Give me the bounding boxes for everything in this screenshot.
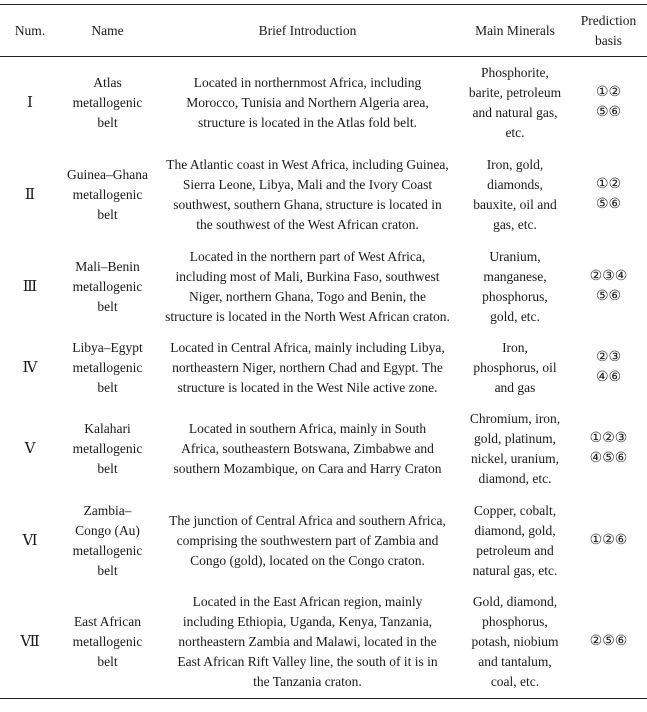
cell-minerals-line: etc. — [505, 124, 525, 140]
cell-basis — [570, 241, 647, 333]
cell-name-line: Kalahari — [84, 420, 131, 436]
cell-name-line: belt — [97, 114, 118, 130]
cell-minerals — [460, 149, 570, 241]
header-basis — [570, 5, 647, 57]
cell-intro-line: Sierra Leone, Libya, Mali and the Ivory Coast — [182, 176, 433, 192]
cell-basis-line: ②⑤⑥ — [589, 634, 628, 650]
cell-name-line: metallogenic — [72, 186, 143, 202]
cell-minerals-line: manganese, — [483, 268, 547, 284]
cell-intro-line: East African Rift Valley line, the south of it is in — [177, 654, 438, 670]
cell-name — [60, 495, 155, 587]
cell-intro-line: structure is located in the Atlas fold belt. — [198, 114, 417, 130]
cell-minerals — [460, 587, 570, 699]
cell-intro — [155, 333, 460, 403]
cell-intro-line: southwest, southern Ghana, structure is located in — [173, 196, 442, 212]
cell-minerals-line: barite, petroleum — [468, 84, 562, 100]
cell-name — [60, 241, 155, 333]
cell-minerals-line: Gold, diamond, — [472, 594, 558, 610]
cell-name — [60, 333, 155, 403]
cell-name-line: metallogenic — [72, 94, 143, 110]
cell-num-line: Ⅰ — [27, 94, 33, 111]
cell-intro — [155, 57, 460, 149]
cell-name-line: Guinea–Ghana — [67, 166, 148, 182]
cell-minerals-line: petroleum and — [476, 542, 554, 558]
cell-basis-line: ②③ — [595, 349, 622, 365]
cell-intro-line: Niger, northern Ghana, Togo and Benin, the — [188, 288, 427, 304]
table-row — [0, 57, 647, 149]
cell-num-line: Ⅶ — [20, 634, 40, 651]
cell-minerals-line: coal, etc. — [490, 674, 540, 690]
cell-num — [0, 587, 60, 699]
cell-num — [0, 57, 60, 149]
cell-num-line: Ⅴ — [24, 440, 36, 457]
cell-minerals-line: diamond, etc. — [478, 470, 552, 486]
cell-name-line: Mali–Benin — [75, 258, 140, 274]
cell-intro-line: comprising the southwestern part of Zambia and — [176, 532, 439, 548]
cell-intro-line: the Tanzania craton. — [253, 674, 362, 690]
table-row — [0, 403, 647, 495]
cell-minerals-line: natural gas, etc. — [472, 562, 558, 578]
cell-minerals-line: potash, niobium — [471, 634, 559, 650]
table-row — [0, 241, 647, 333]
cell-minerals-line: diamond, gold, — [474, 522, 556, 538]
cell-name-line: Zambia– — [83, 502, 132, 518]
cell-name-line: belt — [97, 654, 118, 670]
cell-basis — [570, 495, 647, 587]
cell-minerals-line: gold, platinum, — [473, 430, 557, 446]
cell-minerals-line: Iron, gold, — [486, 156, 544, 172]
cell-name-line: Congo (Au) — [75, 522, 140, 538]
cell-name — [60, 403, 155, 495]
cell-minerals-line: and gas — [494, 379, 536, 395]
cell-intro-line: northeastern Niger, northern Chad and Egypt. The — [172, 359, 443, 375]
cell-name-line: metallogenic — [72, 359, 143, 375]
cell-minerals-line: Copper, cobalt, — [473, 502, 557, 518]
cell-intro-line: northeastern Zambia and Malawi, located in the — [178, 634, 437, 650]
cell-intro — [155, 241, 460, 333]
cell-name-line: East African — [73, 614, 142, 630]
cell-basis-line: ②③④ — [589, 268, 628, 284]
cell-intro — [155, 403, 460, 495]
cell-num — [0, 495, 60, 587]
cell-minerals — [460, 333, 570, 403]
cell-intro-line: including most of Mali, Burkina Faso, southwest — [175, 268, 440, 284]
table-row — [0, 333, 647, 403]
cell-minerals-line: bauxite, oil and — [473, 196, 557, 212]
cell-name-line: belt — [97, 460, 118, 476]
header-minerals: Main Minerals — [460, 5, 570, 57]
cell-name-line: belt — [97, 379, 118, 395]
cell-name-line: Libya–Egypt — [72, 339, 143, 355]
cell-minerals — [460, 495, 570, 587]
cell-minerals-line: and tantalum, — [478, 654, 552, 670]
cell-basis-line: ⑤⑥ — [595, 288, 622, 304]
table-row — [0, 149, 647, 241]
cell-minerals — [460, 403, 570, 495]
cell-intro-line: Located in northernmost Africa, including — [193, 74, 422, 90]
cell-minerals-line: phosphorus, — [482, 614, 548, 630]
cell-minerals-line: Phosphorite, — [481, 64, 549, 80]
cell-intro-line: Located in Central Africa, mainly including Libya, — [170, 339, 445, 355]
cell-minerals — [460, 57, 570, 149]
cell-intro-line: Located in southern Africa, mainly in South — [188, 420, 427, 436]
cell-name — [60, 57, 155, 149]
table-body — [0, 57, 647, 699]
cell-num — [0, 149, 60, 241]
cell-name — [60, 587, 155, 699]
metallogenic-belt-table — [0, 4, 647, 699]
cell-intro-line: Located in the northern part of West Africa, — [189, 248, 426, 264]
cell-intro-line: The Atlantic coast in West Africa, including Guinea, — [166, 156, 449, 172]
cell-basis — [570, 149, 647, 241]
cell-minerals-line: and natural gas, — [472, 104, 558, 120]
cell-intro-line: Morocco, Tunisia and Northern Algeria area, — [186, 94, 429, 110]
cell-minerals — [460, 241, 570, 333]
cell-num-line: Ⅳ — [22, 359, 38, 376]
cell-basis-line: ①② — [595, 84, 622, 100]
cell-name-line: Atlas — [93, 74, 122, 90]
cell-basis — [570, 587, 647, 699]
cell-basis — [570, 403, 647, 495]
cell-intro-line: Congo (gold), located on the Congo craton. — [190, 552, 425, 568]
cell-basis-line: ①②⑥ — [589, 532, 628, 548]
cell-basis-line: ①②③ — [589, 430, 628, 446]
header-name: Name — [60, 5, 155, 57]
cell-minerals-line: Chromium, iron, — [469, 410, 561, 426]
cell-name — [60, 149, 155, 241]
cell-num — [0, 241, 60, 333]
cell-minerals-line: Iron, — [502, 339, 528, 355]
cell-intro — [155, 495, 460, 587]
cell-intro-line: the southwest of the West African craton. — [196, 216, 419, 232]
cell-basis-line: ⑤⑥ — [595, 196, 622, 212]
cell-minerals-line: diamonds, — [487, 176, 543, 192]
cell-minerals-line: gas, etc. — [493, 216, 537, 232]
cell-intro-line: structure is located in the North West African craton. — [165, 308, 450, 324]
cell-num — [0, 333, 60, 403]
cell-name-line: metallogenic — [72, 440, 143, 456]
table-header-row — [0, 5, 647, 57]
cell-intro-line: Located in the East African region, mainly — [192, 594, 423, 610]
cell-name-line: metallogenic — [72, 278, 143, 294]
table-row — [0, 495, 647, 587]
cell-name-line: belt — [97, 298, 118, 314]
cell-name-line: metallogenic — [72, 542, 143, 558]
cell-name-line: metallogenic — [72, 634, 143, 650]
cell-minerals-line: phosphorus, — [482, 288, 548, 304]
cell-num-line: Ⅱ — [24, 186, 36, 203]
cell-basis-line: ①② — [595, 176, 622, 192]
cell-basis-line: ④⑤⑥ — [589, 450, 628, 466]
cell-minerals-line: nickel, uranium, — [470, 450, 560, 466]
cell-intro — [155, 587, 460, 699]
cell-minerals-line: gold, etc. — [490, 308, 540, 324]
cell-intro-line: structure is located in the West Nile active zone. — [177, 379, 438, 395]
cell-basis-line: ⑤⑥ — [595, 104, 622, 120]
header-num: Num. — [0, 5, 60, 57]
cell-intro-line: The junction of Central Africa and southern Africa, — [169, 512, 446, 528]
cell-num-line: Ⅲ — [22, 278, 38, 295]
cell-minerals-line: Uranium, — [489, 248, 541, 264]
table-row — [0, 587, 647, 699]
cell-name-line: belt — [97, 206, 118, 222]
cell-num — [0, 403, 60, 495]
cell-minerals-line: phosphorus, oil — [473, 359, 557, 375]
cell-basis — [570, 333, 647, 403]
cell-basis — [570, 57, 647, 149]
cell-num-line: Ⅵ — [22, 532, 38, 549]
header-intro: Brief Introduction — [155, 5, 460, 57]
cell-intro — [155, 149, 460, 241]
cell-basis-line: ④⑥ — [595, 369, 622, 385]
cell-intro-line: southern Mozambique, on Cara and Harry Craton — [173, 460, 442, 476]
header-basis-line1: Prediction — [580, 12, 637, 28]
cell-name-line: belt — [97, 562, 118, 578]
cell-intro-line: Africa, southeastern Botswana, Zimbabwe and — [181, 440, 434, 456]
cell-intro-line: including Ethiopia, Uganda, Kenya, Tanzania, — [182, 614, 433, 630]
header-basis-line2: basis — [595, 32, 622, 48]
